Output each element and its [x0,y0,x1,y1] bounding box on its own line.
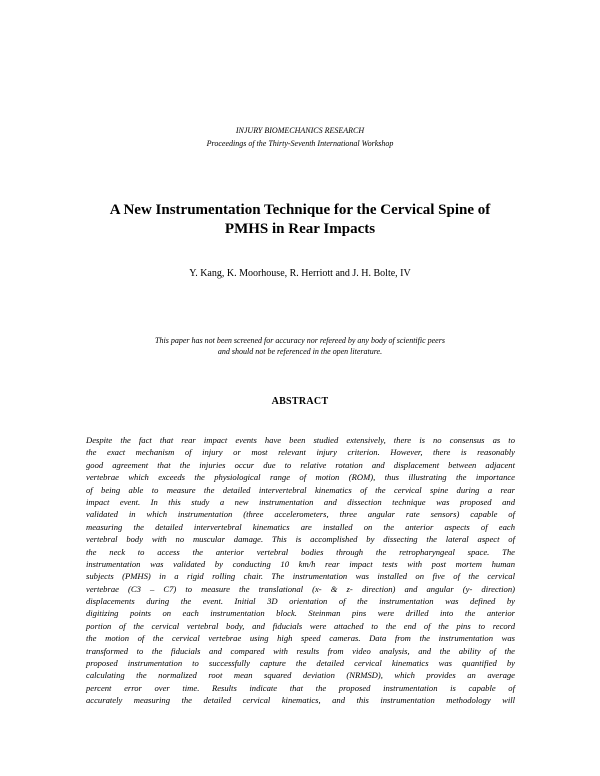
disclaimer-note [0,335,600,357]
abstract-line: the neck to access the anterior vertebral bodies through the retropharyngeal space. The [86,546,515,557]
abstract-line: digitizing points on each instrumentation block. Steinman pins were drilled into the anterior [86,608,515,619]
abstract-line: vertebral body with no muscular damage. This is accomplished by dissecting the lateral aspect of [86,534,515,545]
paper-title [60,201,540,239]
author-list: Y. Kang, K. Moorhouse, R. Herriott and J. H. Bolte, IV [189,268,411,279]
abstract-line: calculating the normalized root mean squared deviation (NRMSD), which provides an average [86,670,515,681]
abstract-line: proposed instrumentation to successfully capture the detailed cervical kinematics was quantified by [86,658,515,669]
workshop-header [0,124,600,150]
abstract-line: of being able to measure the detailed intervertebral kinematics of the cervical spine during a rear [86,484,515,495]
disclaimer-line-1: This paper has not been screened for accuracy nor refereed by any body of scientific peers [155,336,445,345]
abstract-line: vertebrae (C3 – C7) to measure the translational (x- & z- direction) and angular (y- direction) [86,583,515,594]
proceedings-title: Proceedings of the Thirty-Seventh International Workshop [206,139,394,148]
abstract-line: portion of the cervical vertebral body, and fiducials were attached to the end of the pins to record [86,620,515,631]
abstract-line: accurately measuring the detailed cervical kinematics, and this instrumentation methodology will [86,695,515,706]
abstract-line: Despite the fact that rear impact events have been studied extensively, there is no consensus as to [86,435,515,445]
abstract-line: good agreement that the injuries occur due to relative rotation and displacement between adjacent [86,459,515,470]
abstract-line: the motion of the cervical vertebrae using high speed cameras. Data from the instrumentation was [86,633,515,644]
abstract-heading: ABSTRACT [271,396,329,407]
abstract-line: measuring the detailed intervertebral kinematics are installed on the anterior aspects of each [86,521,515,532]
series-title: INJURY BIOMECHANICS RESEARCH [235,126,365,135]
paper-title-line-1: A New Instrumentation Technique for the Cervical Spine of [109,202,491,218]
paper-title-line-2: PMHS in Rear Impacts [224,221,376,237]
abstract-line: subjects (PMHS) in a rigid rolling chair. The instrumentation was installed on five of the cervical [86,571,515,582]
disclaimer-line-2: and should not be referenced in the open literature. [217,347,383,356]
abstract-line: impact event. In this study a new instrumentation and dissection technique was proposed and [86,496,515,507]
abstract-line: displacements during the event. Initial 3D orientation of the instrumentation was defined by [86,596,515,607]
abstract-line: the exact mechanism of injury or most relevant injury criterion. However, there is reasonably [86,447,515,458]
abstract-line: validated in which instrumentation (three accelerometers, three angular rate sensors) capable of [86,509,515,520]
abstract-line: instrumentation was validated by conducting 10 km/h rear impact tests with post mortem human [86,558,515,569]
abstract-line: percent error over time. Results indicate that the proposed instrumentation is capable of [86,682,515,693]
abstract-line: vertebrae which exceeds the physiological range of motion (ROM), thus illustrating the importance [86,472,515,483]
abstract-body [86,434,515,707]
abstract-line: transformed to the fiducials and compared with results from video analysis, and the ability of the [86,645,515,656]
